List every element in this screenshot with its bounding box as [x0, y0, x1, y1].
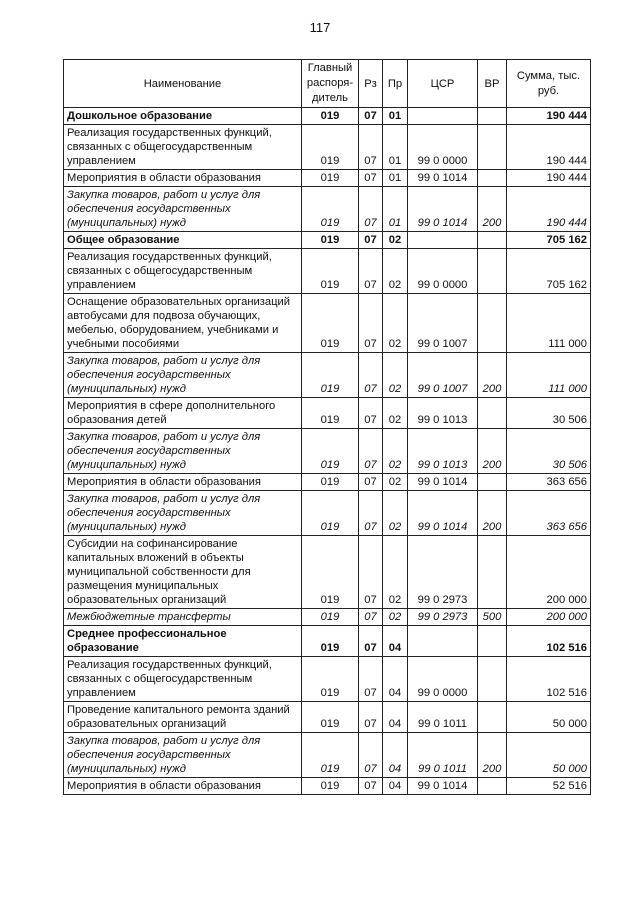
- row-vr: 200: [478, 491, 507, 536]
- row-pr: 02: [383, 249, 408, 294]
- row-glavny: 019: [302, 108, 359, 125]
- table-row: [64, 657, 591, 702]
- header-sum: Сумма, тыс. руб.: [507, 60, 591, 108]
- row-csr: 99 0 1007: [408, 294, 478, 353]
- table-row: [64, 170, 591, 187]
- row-pr: 02: [383, 353, 408, 398]
- table-row: [64, 232, 591, 249]
- row-rz: 07: [359, 187, 383, 232]
- row-csr: 99 0 1014: [408, 474, 478, 491]
- row-vr: [478, 657, 507, 702]
- row-pr: 04: [383, 657, 408, 702]
- row-rz: 07: [359, 474, 383, 491]
- row-name: Закупка товаров, работ и услуг для обеспечения государственных (муниципальных) нужд: [64, 491, 302, 536]
- row-csr: 99 0 0000: [408, 249, 478, 294]
- table-row: [64, 778, 591, 795]
- row-sum: 190 444: [507, 187, 591, 232]
- table-row: [64, 398, 591, 429]
- page-number: 117: [309, 20, 331, 35]
- row-pr: 01: [383, 170, 408, 187]
- row-rz: 07: [359, 778, 383, 795]
- row-rz: 07: [359, 249, 383, 294]
- header-rz: Рз: [359, 60, 383, 108]
- row-glavny: 019: [302, 249, 359, 294]
- header-vr: ВР: [478, 60, 507, 108]
- row-pr: 02: [383, 474, 408, 491]
- row-rz: 07: [359, 626, 383, 657]
- row-name: Межбюджетные трансферты: [64, 609, 302, 626]
- row-glavny: 019: [302, 778, 359, 795]
- row-vr: [478, 108, 507, 125]
- header-csr: ЦСР: [408, 60, 478, 108]
- row-rz: 07: [359, 125, 383, 170]
- header-glavny-rasporyaditel: Главный распоря-дитель: [302, 60, 359, 108]
- table-row: [64, 429, 591, 474]
- row-pr: 01: [383, 108, 408, 125]
- row-vr: 200: [478, 429, 507, 474]
- row-pr: 02: [383, 398, 408, 429]
- row-name: Мероприятия в области образования: [64, 170, 302, 187]
- row-vr: 200: [478, 733, 507, 778]
- table-row: [64, 536, 591, 609]
- row-name: Реализация государственных функций, связанных с общегосударственным управлением: [64, 657, 302, 702]
- row-name: Мероприятия в сфере дополнительного образования детей: [64, 398, 302, 429]
- table-row: [64, 474, 591, 491]
- row-glavny: 019: [302, 626, 359, 657]
- row-pr: 04: [383, 626, 408, 657]
- row-pr: 02: [383, 232, 408, 249]
- row-name: Реализация государственных функций, связанных с общегосударственным управлением: [64, 249, 302, 294]
- row-pr: 02: [383, 536, 408, 609]
- row-glavny: 019: [302, 702, 359, 733]
- row-rz: 07: [359, 170, 383, 187]
- row-name: Среднее профессиональное образование: [64, 626, 302, 657]
- budget-table: [63, 59, 591, 795]
- row-sum: 190 444: [507, 170, 591, 187]
- row-sum: 705 162: [507, 232, 591, 249]
- row-sum: 52 516: [507, 778, 591, 795]
- table-row: [64, 294, 591, 353]
- row-vr: [478, 778, 507, 795]
- row-sum: 30 506: [507, 429, 591, 474]
- row-rz: 07: [359, 609, 383, 626]
- row-csr: 99 0 1014: [408, 778, 478, 795]
- row-glavny: 019: [302, 353, 359, 398]
- table-row: [64, 353, 591, 398]
- row-name: Общее образование: [64, 232, 302, 249]
- row-rz: 07: [359, 702, 383, 733]
- row-sum: 200 000: [507, 536, 591, 609]
- row-rz: 07: [359, 429, 383, 474]
- row-name: Закупка товаров, работ и услуг для обеспечения государственных (муниципальных) нужд: [64, 733, 302, 778]
- row-vr: [478, 398, 507, 429]
- row-name: Закупка товаров, работ и услуг для обеспечения государственных (муниципальных) нужд: [64, 429, 302, 474]
- row-csr: 99 0 0000: [408, 657, 478, 702]
- row-csr: 99 0 2973: [408, 536, 478, 609]
- row-glavny: 019: [302, 294, 359, 353]
- table-header-row: [64, 60, 591, 108]
- row-csr: 99 0 1013: [408, 398, 478, 429]
- table-row: [64, 249, 591, 294]
- row-csr: 99 0 1011: [408, 733, 478, 778]
- row-glavny: 019: [302, 733, 359, 778]
- row-glavny: 019: [302, 125, 359, 170]
- table-row: [64, 125, 591, 170]
- row-glavny: 019: [302, 657, 359, 702]
- row-sum: 705 162: [507, 249, 591, 294]
- row-glavny: 019: [302, 429, 359, 474]
- row-rz: 07: [359, 657, 383, 702]
- row-sum: 111 000: [507, 294, 591, 353]
- row-rz: 07: [359, 491, 383, 536]
- table-row: [64, 187, 591, 232]
- row-sum: 102 516: [507, 657, 591, 702]
- row-sum: 111 000: [507, 353, 591, 398]
- row-vr: [478, 249, 507, 294]
- table-row: [64, 702, 591, 733]
- row-rz: 07: [359, 108, 383, 125]
- row-sum: 30 506: [507, 398, 591, 429]
- row-name: Дошкольное образование: [64, 108, 302, 125]
- row-glavny: 019: [302, 536, 359, 609]
- row-csr: [408, 626, 478, 657]
- row-vr: [478, 125, 507, 170]
- row-sum: 50 000: [507, 702, 591, 733]
- row-glavny: 019: [302, 609, 359, 626]
- row-name: Мероприятия в области образования: [64, 778, 302, 795]
- row-vr: [478, 294, 507, 353]
- row-name: Реализация государственных функций, связанных с общегосударственным управлением: [64, 125, 302, 170]
- row-csr: 99 0 1013: [408, 429, 478, 474]
- row-glavny: 019: [302, 187, 359, 232]
- row-sum: 102 516: [507, 626, 591, 657]
- row-pr: 04: [383, 733, 408, 778]
- row-rz: 07: [359, 733, 383, 778]
- row-csr: 99 0 0000: [408, 125, 478, 170]
- row-glavny: 019: [302, 170, 359, 187]
- row-vr: [478, 702, 507, 733]
- table-row: [64, 609, 591, 626]
- row-name: Закупка товаров, работ и услуг для обеспечения государственных (муниципальных) нужд: [64, 187, 302, 232]
- row-pr: 04: [383, 702, 408, 733]
- row-vr: [478, 232, 507, 249]
- row-csr: [408, 108, 478, 125]
- row-csr: 99 0 1014: [408, 491, 478, 536]
- row-name: Проведение капитального ремонта зданий образовательных организаций: [64, 702, 302, 733]
- row-csr: 99 0 1011: [408, 702, 478, 733]
- row-vr: 200: [478, 353, 507, 398]
- row-pr: 02: [383, 294, 408, 353]
- row-name: Субсидии на софинансирование капитальных вложений в объекты муниципальной собственности для размещения муниципальных образовательных организаций: [64, 536, 302, 609]
- row-glavny: 019: [302, 232, 359, 249]
- row-glavny: 019: [302, 398, 359, 429]
- header-name: Наименование: [64, 60, 302, 108]
- row-sum: 363 656: [507, 474, 591, 491]
- row-pr: 02: [383, 609, 408, 626]
- row-rz: 07: [359, 353, 383, 398]
- row-sum: 363 656: [507, 491, 591, 536]
- row-vr: [478, 536, 507, 609]
- row-name: Оснащение образовательных организаций автобусами для подвоза обучающих, мебелью, оборудованием, учебниками и учебными пособиями: [64, 294, 302, 353]
- row-name: Мероприятия в области образования: [64, 474, 302, 491]
- table-row: [64, 491, 591, 536]
- row-name: Закупка товаров, работ и услуг для обеспечения государственных (муниципальных) нужд: [64, 353, 302, 398]
- header-pr: Пр: [383, 60, 408, 108]
- row-pr: 02: [383, 429, 408, 474]
- row-csr: [408, 232, 478, 249]
- row-rz: 07: [359, 398, 383, 429]
- row-rz: 07: [359, 294, 383, 353]
- row-pr: 02: [383, 491, 408, 536]
- row-rz: 07: [359, 232, 383, 249]
- row-csr: 99 0 1014: [408, 170, 478, 187]
- row-csr: 99 0 2973: [408, 609, 478, 626]
- table-row: [64, 108, 591, 125]
- row-csr: 99 0 1007: [408, 353, 478, 398]
- row-rz: 07: [359, 536, 383, 609]
- row-vr: 500: [478, 609, 507, 626]
- row-sum: 200 000: [507, 609, 591, 626]
- row-pr: 01: [383, 125, 408, 170]
- row-vr: [478, 170, 507, 187]
- row-pr: 04: [383, 778, 408, 795]
- row-sum: 50 000: [507, 733, 591, 778]
- table-row: [64, 733, 591, 778]
- row-csr: 99 0 1014: [408, 187, 478, 232]
- row-vr: 200: [478, 187, 507, 232]
- row-glavny: 019: [302, 491, 359, 536]
- row-sum: 190 444: [507, 125, 591, 170]
- row-vr: [478, 626, 507, 657]
- row-pr: 01: [383, 187, 408, 232]
- row-sum: 190 444: [507, 108, 591, 125]
- row-glavny: 019: [302, 474, 359, 491]
- row-vr: [478, 474, 507, 491]
- table-row: [64, 626, 591, 657]
